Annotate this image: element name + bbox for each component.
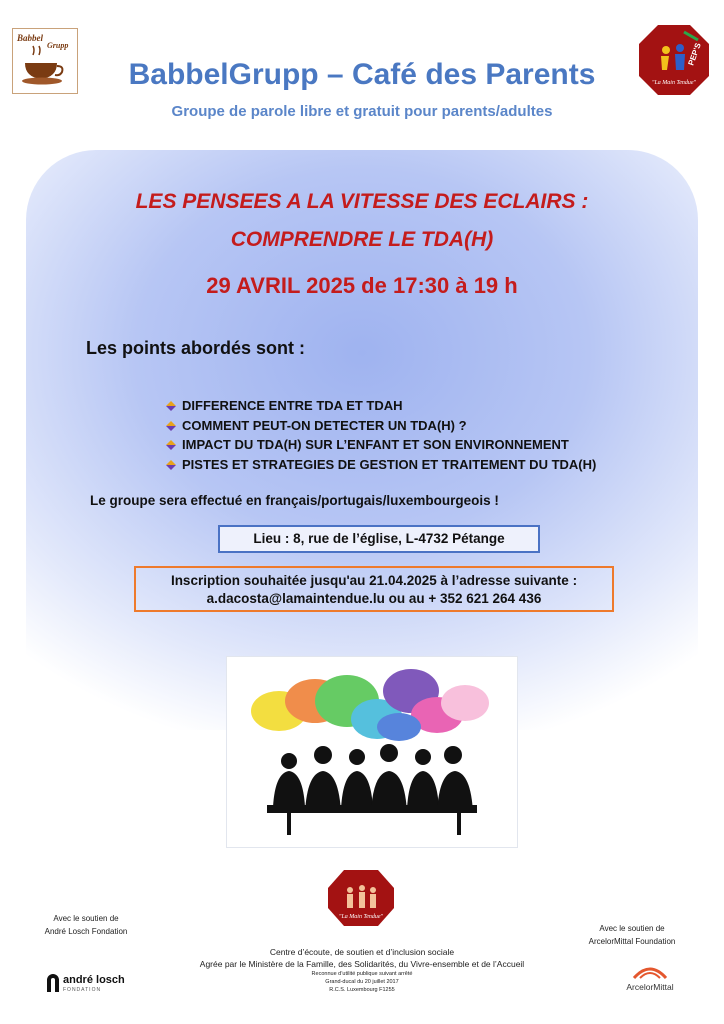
list-item: COMMENT PEUT-ON DETECTER UN TDA(H) ? bbox=[166, 416, 596, 436]
losch-name: andré losch bbox=[63, 974, 125, 986]
event-title-line2: COMPRENDRE LE TDA(H) bbox=[230, 228, 494, 251]
logo-right-text: PEP'S bbox=[686, 41, 703, 67]
bullet-icon bbox=[166, 421, 176, 431]
registration-line1: Inscription souhaitée jusqu'au 21.04.2025 à l’adresse suivante : bbox=[170, 573, 578, 588]
list-item: IMPACT DU TDA(H) SUR L’ENFANT ET SON ENVIRONNEMENT bbox=[166, 435, 596, 455]
footer-la-main-tendue-logo bbox=[326, 868, 396, 928]
registration-contact: a.dacosta@lamaintendue.lu ou au + 352 621 264 436 bbox=[206, 591, 542, 606]
event-date: 29 AVRIL 2025 de 17:30 à 19 h bbox=[206, 273, 518, 298]
points-list bbox=[166, 396, 596, 474]
list-item: PISTES ET STRATEGIES DE GESTION ET TRAITEMENT DU TDA(H) bbox=[166, 455, 596, 475]
registration-box bbox=[134, 566, 614, 612]
andre-losch-logo bbox=[44, 968, 134, 992]
event-title-line1: LES PENSEES A LA VITESSE DES ECLAIRS : bbox=[135, 190, 589, 213]
logo-right-caption: "La Main Tendue" bbox=[651, 80, 697, 86]
page-title: BabbelGrupp – Café des Parents bbox=[128, 58, 596, 91]
location-box: Lieu : 8, rue de l’église, L-4732 Pétange bbox=[218, 525, 540, 553]
points-heading: Les points abordés sont : bbox=[86, 338, 306, 358]
support-right: Avec le soutien de ArcelorMittal Foundation bbox=[588, 924, 676, 946]
bullet-icon bbox=[166, 401, 176, 411]
footer-logo-caption: "La Main Tendue" bbox=[338, 914, 384, 920]
page-subtitle: Groupe de parole libre et gratuit pour parents/adultes bbox=[171, 103, 553, 120]
list-item: DIFFERENCE ENTRE TDA ET TDAH bbox=[166, 396, 596, 416]
logo-left-text-1: Babbel bbox=[17, 33, 43, 43]
losch-fondation: FONDATION bbox=[63, 987, 102, 993]
languages-note: Le groupe sera effectué en français/portugais/luxembourgeois ! bbox=[90, 493, 499, 508]
arcelormittal-logo bbox=[620, 960, 680, 994]
bullet-icon bbox=[166, 440, 176, 450]
organization-info: Centre d’écoute, de soutien et d’inclusion sociale Agrée par le Ministère de la Famille, des Solidarités, du Vivre-ensemble et de l’Accueil Reconnue d’utilité publique suivant arrêté Grand-ducal du 20 juillet 2017 R.C.S. Luxembourg F1255 bbox=[199, 947, 525, 993]
bullet-icon bbox=[166, 460, 176, 470]
arcelor-name: ArcelorMittal bbox=[626, 982, 674, 992]
logo-left-text-2: Grupp bbox=[47, 41, 69, 50]
discussion-illustration bbox=[226, 656, 518, 848]
support-left: Avec le soutien de André Losch Fondation bbox=[44, 914, 128, 936]
